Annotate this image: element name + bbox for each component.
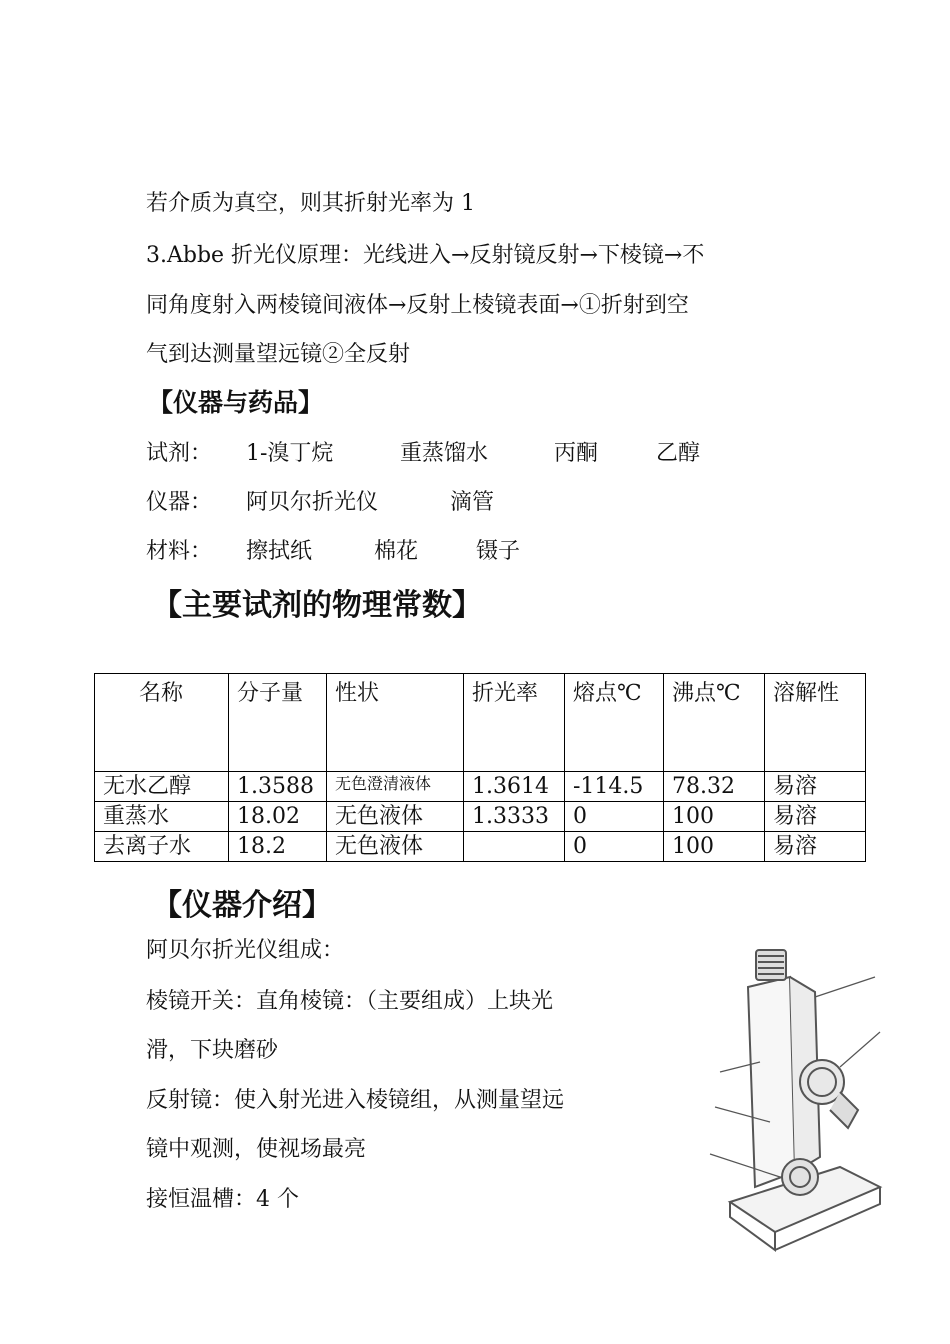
apparatus-label: 仪器： <box>146 490 213 515</box>
table-cell: 无色澄清液体 <box>327 772 464 802</box>
reagent-item: 丙酮 <box>554 441 599 466</box>
table-cell: -114.5 <box>565 772 664 802</box>
intro-line-1: 若介质为真空，则其折射光率为 1 <box>146 191 475 216</box>
materials-row <box>146 534 520 565</box>
apparatus-item: 阿贝尔折光仪 <box>246 490 379 515</box>
table-cell: 18.02 <box>229 802 327 832</box>
table-cell: 1.3588 <box>229 772 327 802</box>
table-cell: 0 <box>565 832 664 862</box>
table-cell: 易溶 <box>765 772 866 802</box>
reagent-item: 乙醇 <box>656 441 701 466</box>
header-cell: 分子量 <box>229 674 327 772</box>
intro2-line-3: 滑，下块磨砂 <box>146 1038 279 1063</box>
table-cell: 重蒸水 <box>95 802 229 832</box>
table-header-row <box>95 674 866 772</box>
material-item: 棉花 <box>374 539 419 564</box>
header-cell: 溶解性 <box>765 674 866 772</box>
header-cell: 沸点℃ <box>664 674 765 772</box>
table-cell: 0 <box>565 802 664 832</box>
instruments-heading: 【仪器与药品】 <box>148 388 324 417</box>
reagents-label: 试剂： <box>146 441 213 466</box>
header-cell: 熔点℃ <box>565 674 664 772</box>
intro-line-4: 气到达测量望远镜②全反射 <box>146 342 411 367</box>
table-cell: 1.3333 <box>464 802 565 832</box>
reagent-item: 重蒸馏水 <box>400 441 489 466</box>
header-cell: 性状 <box>327 674 464 772</box>
table-cell: 1.3614 <box>464 772 565 802</box>
intro-line-2: 3.Abbe 折光仪原理：光线进入→反射镜反射→下棱镜→不 <box>146 243 705 268</box>
table-cell: 18.2 <box>229 832 327 862</box>
material-item: 镊子 <box>476 539 521 564</box>
table-cell: 100 <box>664 832 765 862</box>
header-cell: 折光率 <box>464 674 565 772</box>
table-cell: 无色液体 <box>327 832 464 862</box>
header-cell: 名称 <box>95 674 229 772</box>
apparatus-row <box>146 485 494 516</box>
intro-line-3: 同角度射入两棱镜间液体→反射上棱镜表面→①折射到空 <box>146 293 689 318</box>
table-cell <box>464 832 565 862</box>
abbe-refractometer-drawing <box>680 932 920 1262</box>
table-row <box>95 832 866 862</box>
apparatus-item: 滴管 <box>450 490 495 515</box>
intro2-line-6: 接恒温槽：4 个 <box>146 1187 299 1212</box>
material-item: 擦拭纸 <box>246 539 313 564</box>
table-row <box>95 802 866 832</box>
intro2-line-1: 阿贝尔折光仪组成： <box>146 938 345 963</box>
table-row <box>95 772 866 802</box>
table-cell: 易溶 <box>765 802 866 832</box>
table-cell: 易溶 <box>765 832 866 862</box>
physical-constants-table <box>94 673 866 862</box>
constants-heading: 【主要试剂的物理常数】 <box>152 588 482 623</box>
intro2-line-5: 镜中观测，使视场最亮 <box>146 1137 367 1162</box>
reagents-row <box>146 436 700 467</box>
table-cell: 100 <box>664 802 765 832</box>
instrument-intro-heading: 【仪器介绍】 <box>152 888 332 923</box>
materials-label: 材料： <box>146 539 213 564</box>
table-cell: 去离子水 <box>95 832 229 862</box>
table-cell: 无色液体 <box>327 802 464 832</box>
reagent-item: 1-溴丁烷 <box>246 441 334 466</box>
table-cell: 无水乙醇 <box>95 772 229 802</box>
intro2-line-4: 反射镜：使入射光进入棱镜组，从测量望远 <box>146 1088 565 1113</box>
table-cell: 78.32 <box>664 772 765 802</box>
intro2-line-2: 棱镜开关：直角棱镜：（主要组成）上块光 <box>146 989 554 1014</box>
